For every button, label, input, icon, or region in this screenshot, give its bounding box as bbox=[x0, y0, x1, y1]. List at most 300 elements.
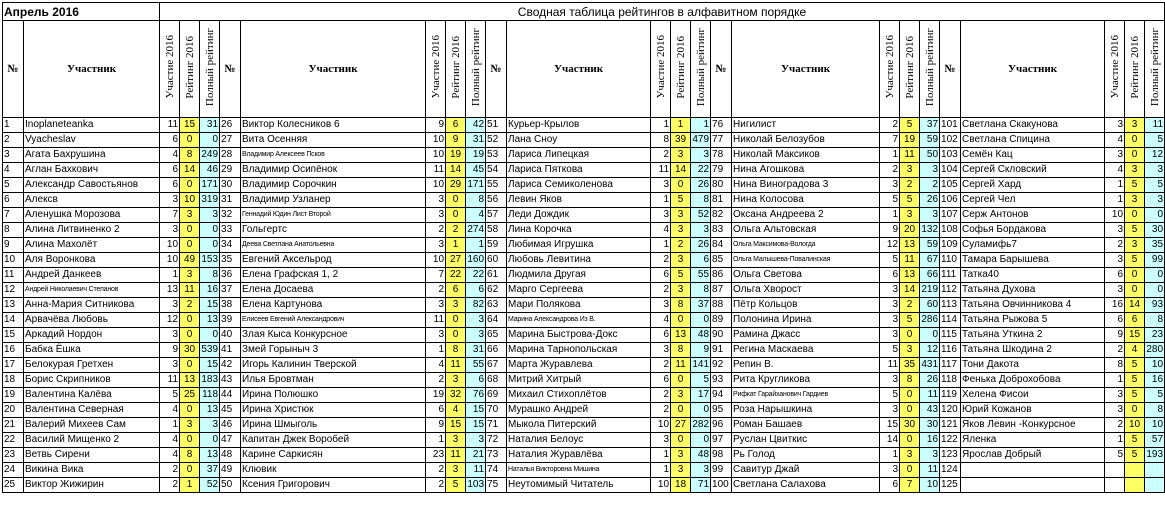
cell-participant[interactable]: Андрей Николаевич Степанов bbox=[24, 283, 160, 298]
cell-full-rating[interactable]: 16 bbox=[920, 433, 940, 448]
cell-number[interactable]: 120 bbox=[940, 403, 961, 418]
cell-rating[interactable]: 27 bbox=[671, 418, 691, 433]
cell-participation[interactable]: 1 bbox=[160, 418, 180, 433]
cell-rating[interactable]: 3 bbox=[900, 163, 920, 178]
cell-rating[interactable]: 6 bbox=[446, 118, 466, 133]
cell-participation[interactable]: 2 bbox=[651, 283, 671, 298]
cell-rating[interactable]: 5 bbox=[446, 478, 466, 493]
cell-full-rating[interactable]: 12 bbox=[1145, 148, 1165, 163]
cell-full-rating[interactable]: 0 bbox=[1145, 268, 1165, 283]
cell-full-rating[interactable]: 0 bbox=[200, 433, 220, 448]
cell-number[interactable]: 61 bbox=[486, 268, 507, 283]
column-header-participant[interactable]: Участник bbox=[961, 21, 1105, 118]
cell-rating[interactable]: 0 bbox=[180, 358, 200, 373]
cell-number[interactable]: 16 bbox=[3, 343, 24, 358]
cell-number[interactable]: 7 bbox=[3, 208, 24, 223]
cell-number[interactable]: 20 bbox=[3, 403, 24, 418]
cell-full-rating[interactable]: 17 bbox=[691, 388, 711, 403]
cell-number[interactable]: 49 bbox=[220, 463, 241, 478]
column-header-participation[interactable] bbox=[160, 21, 180, 118]
cell-full-rating[interactable]: 12 bbox=[920, 343, 940, 358]
cell-participant[interactable]: Елена Картунова bbox=[241, 298, 426, 313]
cell-number[interactable]: 70 bbox=[486, 403, 507, 418]
cell-participant[interactable]: Татка40 bbox=[961, 268, 1105, 283]
table-title-cell[interactable]: Сводная таблица рейтингов в алфавитном порядке bbox=[160, 3, 1165, 21]
cell-participation[interactable]: 12 bbox=[880, 238, 900, 253]
cell-rating[interactable]: 3 bbox=[1125, 118, 1145, 133]
cell-participant[interactable]: Тони Дакота bbox=[961, 358, 1105, 373]
cell-number[interactable]: 66 bbox=[486, 343, 507, 358]
cell-participant[interactable]: Мари Полякова bbox=[507, 298, 651, 313]
cell-number[interactable]: 93 bbox=[711, 373, 732, 388]
cell-number[interactable]: 31 bbox=[220, 193, 241, 208]
cell-rating[interactable]: 2 bbox=[446, 223, 466, 238]
cell-participation[interactable]: 3 bbox=[160, 358, 180, 373]
cell-participant[interactable]: Сергей Чел bbox=[961, 193, 1105, 208]
cell-rating[interactable]: 0 bbox=[900, 388, 920, 403]
cell-full-rating[interactable]: 0 bbox=[691, 433, 711, 448]
cell-full-rating[interactable]: 11 bbox=[920, 388, 940, 403]
cell-number[interactable]: 45 bbox=[220, 403, 241, 418]
cell-participation[interactable]: 10 bbox=[160, 238, 180, 253]
cell-participant[interactable]: Сергей Хард bbox=[961, 178, 1105, 193]
cell-participation[interactable]: 16 bbox=[1105, 298, 1125, 313]
cell-participant[interactable]: Любовь Левитина bbox=[507, 253, 651, 268]
cell-participant[interactable]: Аленушка Морозова bbox=[24, 208, 160, 223]
cell-rating[interactable]: 18 bbox=[671, 478, 691, 493]
cell-full-rating[interactable]: 103 bbox=[466, 478, 486, 493]
cell-number[interactable]: 115 bbox=[940, 328, 961, 343]
cell-rating[interactable]: 6 bbox=[446, 283, 466, 298]
cell-full-rating[interactable]: 48 bbox=[691, 328, 711, 343]
cell-number[interactable]: 64 bbox=[486, 313, 507, 328]
cell-participant[interactable]: Лариса Липецкая bbox=[507, 148, 651, 163]
cell-number[interactable]: 48 bbox=[220, 448, 241, 463]
cell-number[interactable]: 78 bbox=[711, 148, 732, 163]
cell-participation[interactable]: 4 bbox=[1105, 133, 1125, 148]
cell-rating[interactable]: 3 bbox=[1125, 193, 1145, 208]
cell-rating[interactable]: 29 bbox=[446, 178, 466, 193]
cell-number[interactable]: 2 bbox=[3, 133, 24, 148]
cell-full-rating[interactable]: 171 bbox=[200, 178, 220, 193]
column-header-rating[interactable] bbox=[1125, 21, 1145, 118]
cell-participant[interactable]: Наталия Белоус bbox=[507, 433, 651, 448]
cell-participation[interactable]: 11 bbox=[160, 118, 180, 133]
cell-full-rating[interactable]: 13 bbox=[200, 448, 220, 463]
cell-rating[interactable]: 8 bbox=[671, 298, 691, 313]
cell-rating[interactable]: 3 bbox=[180, 418, 200, 433]
cell-participant[interactable]: Светлана Салахова bbox=[732, 478, 880, 493]
cell-full-rating[interactable]: 0 bbox=[691, 403, 711, 418]
column-header-number[interactable]: № bbox=[220, 21, 241, 118]
cell-number[interactable]: 107 bbox=[940, 208, 961, 223]
cell-rating[interactable]: 5 bbox=[1125, 253, 1145, 268]
cell-participation[interactable]: 2 bbox=[426, 463, 446, 478]
cell-participant[interactable]: Татьяна Уткина 2 bbox=[961, 328, 1105, 343]
cell-participation[interactable]: 10 bbox=[651, 418, 671, 433]
cell-rating[interactable]: 0 bbox=[446, 208, 466, 223]
cell-participation[interactable]: 2 bbox=[160, 478, 180, 493]
cell-participation[interactable]: 1 bbox=[651, 193, 671, 208]
cell-participant[interactable]: Клювик bbox=[241, 463, 426, 478]
cell-full-rating[interactable]: 3 bbox=[466, 433, 486, 448]
cell-participant[interactable]: Софья Бордакова bbox=[961, 223, 1105, 238]
column-header-rating[interactable] bbox=[446, 21, 466, 118]
cell-participant[interactable]: Евгений Аксельрод bbox=[241, 253, 426, 268]
cell-rating[interactable]: 39 bbox=[671, 133, 691, 148]
cell-participation[interactable]: 19 bbox=[426, 388, 446, 403]
cell-participant[interactable]: Ирина Полюшко bbox=[241, 388, 426, 403]
column-header-rating[interactable] bbox=[900, 21, 920, 118]
cell-participation[interactable]: 8 bbox=[651, 133, 671, 148]
cell-participation[interactable]: 10 bbox=[426, 133, 446, 148]
cell-full-rating[interactable]: 0 bbox=[1145, 208, 1165, 223]
cell-rating[interactable]: 0 bbox=[180, 433, 200, 448]
cell-participant[interactable]: Алексв bbox=[24, 193, 160, 208]
cell-number[interactable]: 63 bbox=[486, 298, 507, 313]
cell-number[interactable]: 119 bbox=[940, 388, 961, 403]
cell-participation[interactable]: 1 bbox=[426, 343, 446, 358]
cell-full-rating[interactable] bbox=[1145, 463, 1165, 478]
cell-participation[interactable]: 1 bbox=[1105, 373, 1125, 388]
cell-rating[interactable]: 0 bbox=[180, 223, 200, 238]
cell-rating[interactable]: 0 bbox=[900, 403, 920, 418]
cell-participant[interactable]: Владимир Сорочкин bbox=[241, 178, 426, 193]
cell-rating[interactable]: 3 bbox=[1125, 238, 1145, 253]
cell-full-rating[interactable]: 16 bbox=[1145, 373, 1165, 388]
cell-participant[interactable]: Рамина Джасс bbox=[732, 328, 880, 343]
cell-participant[interactable]: Александр Савостьянов bbox=[24, 178, 160, 193]
cell-participant[interactable]: Курьер-Крылов bbox=[507, 118, 651, 133]
cell-participation[interactable]: 5 bbox=[880, 253, 900, 268]
cell-participant[interactable]: Виктор Колесников 6 bbox=[241, 118, 426, 133]
column-header-participation[interactable] bbox=[426, 21, 446, 118]
cell-participation[interactable]: 3 bbox=[426, 193, 446, 208]
cell-number[interactable]: 88 bbox=[711, 298, 732, 313]
cell-participant[interactable]: Валентина Северная bbox=[24, 403, 160, 418]
cell-participation[interactable]: 6 bbox=[880, 478, 900, 493]
cell-number[interactable]: 38 bbox=[220, 298, 241, 313]
cell-rating[interactable]: 30 bbox=[900, 418, 920, 433]
cell-rating[interactable]: 25 bbox=[180, 388, 200, 403]
cell-full-rating[interactable]: 19 bbox=[466, 148, 486, 163]
cell-participation[interactable]: 2 bbox=[1105, 343, 1125, 358]
cell-participation[interactable]: 8 bbox=[1105, 358, 1125, 373]
cell-full-rating[interactable]: 99 bbox=[1145, 253, 1165, 268]
cell-participation[interactable]: 5 bbox=[880, 343, 900, 358]
cell-participant[interactable]: Мыкола Питерский bbox=[507, 418, 651, 433]
cell-full-rating[interactable]: 0 bbox=[691, 313, 711, 328]
cell-number[interactable]: 79 bbox=[711, 163, 732, 178]
cell-number[interactable]: 4 bbox=[3, 163, 24, 178]
cell-number[interactable]: 86 bbox=[711, 268, 732, 283]
cell-participant[interactable]: Алина Махолёт bbox=[24, 238, 160, 253]
cell-full-rating[interactable]: 274 bbox=[466, 223, 486, 238]
cell-full-rating[interactable]: 60 bbox=[920, 298, 940, 313]
cell-full-rating[interactable]: 93 bbox=[1145, 298, 1165, 313]
cell-participant[interactable]: Vyacheslav bbox=[24, 133, 160, 148]
cell-rating[interactable]: 3 bbox=[900, 343, 920, 358]
cell-number[interactable]: 122 bbox=[940, 433, 961, 448]
cell-participation[interactable]: 5 bbox=[160, 388, 180, 403]
cell-rating[interactable]: 13 bbox=[900, 238, 920, 253]
cell-participation[interactable]: 1 bbox=[880, 148, 900, 163]
cell-number[interactable]: 19 bbox=[3, 388, 24, 403]
cell-full-rating[interactable]: 48 bbox=[691, 448, 711, 463]
cell-rating[interactable]: 0 bbox=[180, 178, 200, 193]
cell-participation[interactable]: 3 bbox=[880, 298, 900, 313]
cell-participant[interactable]: Ольга Малышева-Повалинская bbox=[732, 253, 880, 268]
cell-rating[interactable]: 3 bbox=[1125, 163, 1145, 178]
cell-rating[interactable]: 0 bbox=[1125, 148, 1145, 163]
cell-full-rating[interactable]: 8 bbox=[691, 283, 711, 298]
cell-participant[interactable]: Леди Дождик bbox=[507, 208, 651, 223]
cell-rating[interactable]: 0 bbox=[446, 193, 466, 208]
cell-full-rating[interactable]: 26 bbox=[691, 178, 711, 193]
cell-full-rating[interactable]: 5 bbox=[1145, 388, 1165, 403]
cell-number[interactable]: 104 bbox=[940, 163, 961, 178]
cell-participant[interactable]: Марина Александрова Из В. bbox=[507, 313, 651, 328]
cell-full-rating[interactable]: 3 bbox=[200, 208, 220, 223]
cell-full-rating[interactable]: 8 bbox=[466, 193, 486, 208]
column-header-full-rating[interactable] bbox=[691, 21, 711, 118]
cell-participant[interactable]: Роза Нарышкина bbox=[732, 403, 880, 418]
cell-participation[interactable]: 1 bbox=[651, 118, 671, 133]
cell-rating[interactable]: 32 bbox=[446, 388, 466, 403]
cell-rating[interactable]: 14 bbox=[446, 163, 466, 178]
column-header-number[interactable]: № bbox=[711, 21, 732, 118]
cell-number[interactable]: 106 bbox=[940, 193, 961, 208]
column-header-full-rating[interactable] bbox=[1145, 21, 1165, 118]
cell-full-rating[interactable]: 71 bbox=[691, 478, 711, 493]
cell-participation[interactable]: 4 bbox=[651, 313, 671, 328]
cell-number[interactable]: 40 bbox=[220, 328, 241, 343]
cell-full-rating[interactable]: 11 bbox=[466, 463, 486, 478]
cell-participant[interactable]: Татьяна Шкодина 2 bbox=[961, 343, 1105, 358]
cell-number[interactable]: 105 bbox=[940, 178, 961, 193]
column-header-participant[interactable]: Участник bbox=[241, 21, 426, 118]
cell-rating[interactable]: 3 bbox=[446, 373, 466, 388]
cell-participant[interactable]: Хелена Фисои bbox=[961, 388, 1105, 403]
cell-number[interactable]: 58 bbox=[486, 223, 507, 238]
cell-rating[interactable]: 0 bbox=[671, 373, 691, 388]
cell-rating[interactable]: 5 bbox=[1125, 388, 1145, 403]
cell-number[interactable]: 14 bbox=[3, 313, 24, 328]
cell-participation[interactable]: 3 bbox=[1105, 403, 1125, 418]
cell-participant[interactable]: Аркадий Нордон bbox=[24, 328, 160, 343]
cell-full-rating[interactable]: 8 bbox=[1145, 313, 1165, 328]
cell-full-rating[interactable]: 118 bbox=[200, 388, 220, 403]
cell-rating[interactable]: 9 bbox=[446, 133, 466, 148]
cell-participant[interactable]: Нигилист bbox=[732, 118, 880, 133]
cell-full-rating[interactable]: 249 bbox=[200, 148, 220, 163]
cell-rating[interactable]: 49 bbox=[180, 253, 200, 268]
cell-number[interactable]: 57 bbox=[486, 208, 507, 223]
month-cell[interactable]: Апрель 2016 bbox=[3, 3, 160, 21]
cell-rating[interactable]: 5 bbox=[1125, 448, 1145, 463]
cell-rating[interactable]: 0 bbox=[1125, 283, 1145, 298]
cell-number[interactable]: 36 bbox=[220, 268, 241, 283]
cell-participant[interactable]: Михаил Стихоплётов bbox=[507, 388, 651, 403]
cell-participant[interactable]: Рита Кругликова bbox=[732, 373, 880, 388]
cell-rating[interactable]: 11 bbox=[446, 448, 466, 463]
cell-participation[interactable]: 2 bbox=[426, 478, 446, 493]
cell-rating[interactable]: 15 bbox=[180, 118, 200, 133]
cell-full-rating[interactable]: 160 bbox=[466, 253, 486, 268]
cell-number[interactable]: 111 bbox=[940, 268, 961, 283]
cell-number[interactable]: 100 bbox=[711, 478, 732, 493]
cell-participant[interactable] bbox=[961, 463, 1105, 478]
cell-participant[interactable]: Наталия Журавлёва bbox=[507, 448, 651, 463]
cell-full-rating[interactable]: 37 bbox=[691, 298, 711, 313]
cell-number[interactable]: 84 bbox=[711, 238, 732, 253]
cell-full-rating[interactable]: 3 bbox=[691, 223, 711, 238]
cell-participation[interactable]: 2 bbox=[880, 118, 900, 133]
cell-number[interactable]: 1 bbox=[3, 118, 24, 133]
cell-rating[interactable]: 10 bbox=[1125, 418, 1145, 433]
cell-number[interactable]: 124 bbox=[940, 463, 961, 478]
cell-full-rating[interactable]: 52 bbox=[691, 208, 711, 223]
cell-participant[interactable]: Роман Башаев bbox=[732, 418, 880, 433]
cell-participation[interactable]: 10 bbox=[426, 148, 446, 163]
cell-participation[interactable]: 2 bbox=[160, 463, 180, 478]
cell-rating[interactable]: 8 bbox=[180, 448, 200, 463]
column-header-number[interactable]: № bbox=[940, 21, 961, 118]
cell-rating[interactable]: 3 bbox=[900, 208, 920, 223]
cell-full-rating[interactable]: 22 bbox=[466, 268, 486, 283]
cell-participation[interactable]: 6 bbox=[160, 133, 180, 148]
cell-rating[interactable]: 5 bbox=[900, 193, 920, 208]
cell-participant[interactable]: Лана Сноу bbox=[507, 133, 651, 148]
cell-number[interactable]: 54 bbox=[486, 163, 507, 178]
cell-full-rating[interactable]: 6 bbox=[466, 373, 486, 388]
cell-full-rating[interactable]: 319 bbox=[200, 193, 220, 208]
cell-full-rating[interactable]: 3 bbox=[200, 418, 220, 433]
column-header-participation[interactable] bbox=[880, 21, 900, 118]
cell-number[interactable]: 83 bbox=[711, 223, 732, 238]
cell-participant[interactable]: Оксана Андреева 2 bbox=[732, 208, 880, 223]
cell-full-rating[interactable]: 15 bbox=[466, 403, 486, 418]
cell-rating[interactable]: 0 bbox=[446, 313, 466, 328]
cell-rating[interactable]: 20 bbox=[900, 223, 920, 238]
cell-full-rating[interactable]: 82 bbox=[466, 298, 486, 313]
cell-participant[interactable]: Нина Виноградова 3 bbox=[732, 178, 880, 193]
cell-participation[interactable]: 6 bbox=[160, 163, 180, 178]
cell-participation[interactable]: 4 bbox=[160, 448, 180, 463]
cell-number[interactable]: 23 bbox=[3, 448, 24, 463]
cell-rating[interactable]: 0 bbox=[180, 463, 200, 478]
cell-participant[interactable]: Ольга Хворост bbox=[732, 283, 880, 298]
cell-full-rating[interactable]: 282 bbox=[691, 418, 711, 433]
cell-participant[interactable]: Наталья Викторовна Мишина bbox=[507, 463, 651, 478]
cell-rating[interactable]: 3 bbox=[671, 223, 691, 238]
cell-rating[interactable]: 13 bbox=[180, 373, 200, 388]
cell-participation[interactable]: 3 bbox=[160, 298, 180, 313]
cell-participant[interactable]: Семён Кац bbox=[961, 148, 1105, 163]
cell-participant[interactable]: Борис Скрипников bbox=[24, 373, 160, 388]
cell-full-rating[interactable]: 3 bbox=[691, 463, 711, 478]
cell-number[interactable]: 33 bbox=[220, 223, 241, 238]
cell-rating[interactable]: 7 bbox=[900, 478, 920, 493]
cell-number[interactable]: 108 bbox=[940, 223, 961, 238]
cell-participation[interactable]: 2 bbox=[651, 253, 671, 268]
cell-participation[interactable]: 3 bbox=[651, 298, 671, 313]
cell-rating[interactable]: 0 bbox=[671, 313, 691, 328]
cell-number[interactable]: 27 bbox=[220, 133, 241, 148]
cell-rating[interactable]: 0 bbox=[671, 403, 691, 418]
cell-participant[interactable]: Викина Вика bbox=[24, 463, 160, 478]
cell-rating[interactable]: 5 bbox=[900, 118, 920, 133]
cell-participation[interactable]: 6 bbox=[651, 373, 671, 388]
cell-participation[interactable]: 3 bbox=[160, 328, 180, 343]
cell-full-rating[interactable]: 21 bbox=[466, 448, 486, 463]
cell-rating[interactable]: 0 bbox=[900, 433, 920, 448]
cell-participation[interactable]: 3 bbox=[651, 343, 671, 358]
cell-number[interactable]: 41 bbox=[220, 343, 241, 358]
cell-participant[interactable]: Нина Агошкова bbox=[732, 163, 880, 178]
cell-rating[interactable]: 8 bbox=[180, 148, 200, 163]
cell-number[interactable]: 74 bbox=[486, 463, 507, 478]
cell-full-rating[interactable]: 10 bbox=[1145, 358, 1165, 373]
cell-rating[interactable]: 8 bbox=[900, 373, 920, 388]
cell-number[interactable]: 17 bbox=[3, 358, 24, 373]
cell-participant[interactable]: Владимир Алексеев Псков bbox=[241, 148, 426, 163]
cell-full-rating[interactable]: 153 bbox=[200, 253, 220, 268]
cell-participation[interactable]: 1 bbox=[651, 238, 671, 253]
cell-participation[interactable]: 7 bbox=[880, 133, 900, 148]
cell-number[interactable]: 18 bbox=[3, 373, 24, 388]
cell-participant[interactable]: Алина Литвиненко 2 bbox=[24, 223, 160, 238]
cell-number[interactable]: 85 bbox=[711, 253, 732, 268]
cell-participation[interactable]: 11 bbox=[426, 313, 446, 328]
cell-participant[interactable]: Лина Корочка bbox=[507, 223, 651, 238]
cell-full-rating[interactable]: 57 bbox=[1145, 433, 1165, 448]
cell-participation[interactable]: 2 bbox=[651, 403, 671, 418]
cell-number[interactable]: 81 bbox=[711, 193, 732, 208]
cell-participation[interactable]: 3 bbox=[1105, 283, 1125, 298]
cell-participant[interactable]: Марина Тарнопольская bbox=[507, 343, 651, 358]
cell-full-rating[interactable]: 3 bbox=[1145, 163, 1165, 178]
cell-rating[interactable]: 3 bbox=[671, 253, 691, 268]
cell-participation[interactable]: 9 bbox=[1105, 328, 1125, 343]
cell-full-rating[interactable]: 37 bbox=[200, 463, 220, 478]
cell-participant[interactable]: Марго Сергеева bbox=[507, 283, 651, 298]
cell-full-rating[interactable]: 67 bbox=[920, 253, 940, 268]
cell-participation[interactable]: 10 bbox=[651, 478, 671, 493]
cell-full-rating[interactable]: 55 bbox=[691, 268, 711, 283]
cell-participant[interactable]: Белокурая Гретхен bbox=[24, 358, 160, 373]
cell-full-rating[interactable]: 22 bbox=[691, 163, 711, 178]
cell-rating[interactable]: 3 bbox=[446, 433, 466, 448]
cell-participation[interactable]: 4 bbox=[651, 223, 671, 238]
cell-full-rating[interactable]: 15 bbox=[200, 298, 220, 313]
cell-full-rating[interactable]: 13 bbox=[200, 313, 220, 328]
cell-rating[interactable]: 8 bbox=[671, 343, 691, 358]
cell-participant[interactable]: Елена Досаева bbox=[241, 283, 426, 298]
cell-number[interactable]: 103 bbox=[940, 148, 961, 163]
cell-full-rating[interactable]: 50 bbox=[920, 148, 940, 163]
cell-rating[interactable]: 1 bbox=[180, 478, 200, 493]
cell-rating[interactable]: 3 bbox=[671, 283, 691, 298]
cell-number[interactable]: 117 bbox=[940, 358, 961, 373]
cell-participation[interactable]: 5 bbox=[1105, 448, 1125, 463]
cell-full-rating[interactable]: 6 bbox=[466, 283, 486, 298]
cell-participant[interactable]: Лариса Пяткова bbox=[507, 163, 651, 178]
cell-participation[interactable]: 2 bbox=[426, 373, 446, 388]
cell-participation[interactable]: 9 bbox=[160, 343, 180, 358]
cell-participant[interactable]: Валерий Михеев Сам bbox=[24, 418, 160, 433]
cell-rating[interactable]: 0 bbox=[900, 463, 920, 478]
